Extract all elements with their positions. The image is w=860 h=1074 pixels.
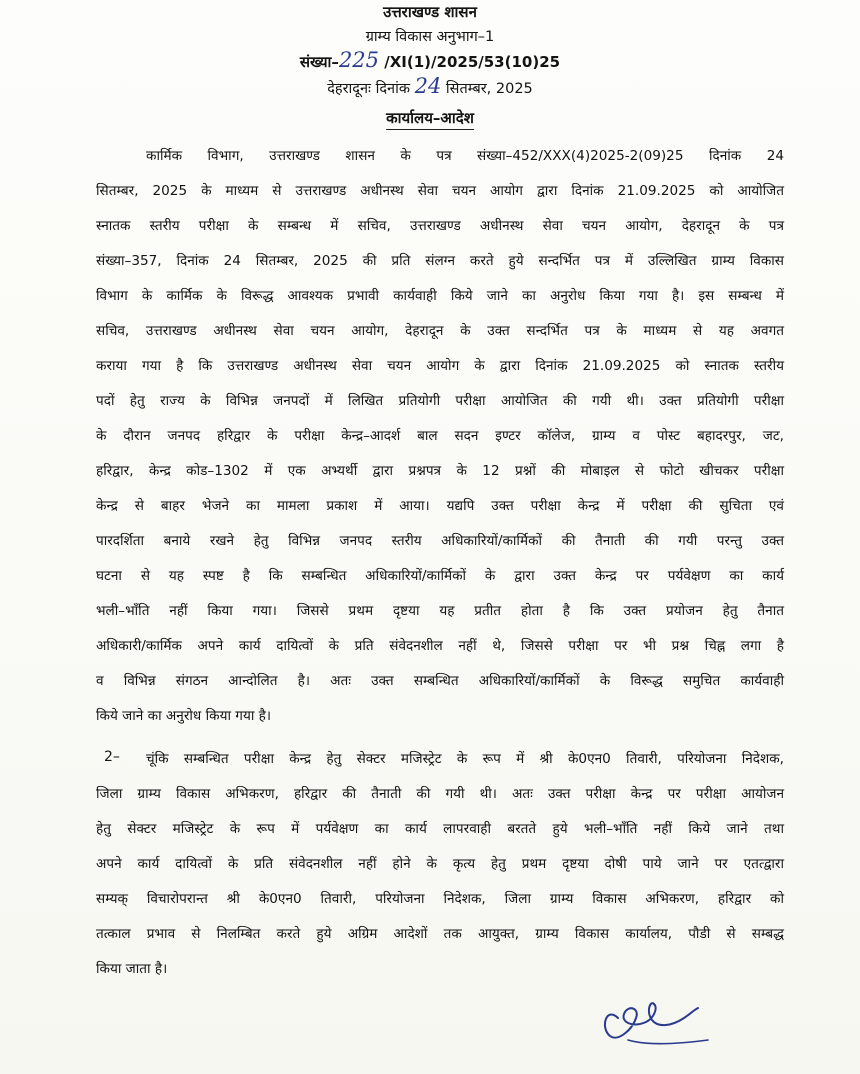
header-org: उत्तराखण्ड शासन <box>383 3 477 21</box>
para1-line: के दौरान जनपद हरिद्वार के परीक्षा केन्द्र–आदर्श बाल सदन इण्टर कॉलेज, ग्राम्य व पोस्ट बहादरपुर, जट, <box>96 428 784 444</box>
para1-line: केन्द्र से बाहर भेजने का मामला प्रकाश में आया। यद्यपि उक्त परीक्षा केन्द्र में परीक्षा की सुचिता एवं <box>96 498 784 514</box>
para2-line: किया जाता है। <box>96 961 168 977</box>
reference-number-handwritten: 225 <box>338 48 380 72</box>
header-date <box>0 74 860 98</box>
reference-suffix: /XI(1)/2025/53(10)25 <box>384 53 561 71</box>
para1-line: हरिद्वार, केन्द्र कोड–1302 में एक अभ्यर्थी द्वारा प्रश्नपत्र के 12 प्रश्नों की मोबाइल से फोटो खीचकर परीक्षा <box>96 463 784 479</box>
para2-line: जिला ग्राम्य विकास अभिकरण, हरिद्वार की तैनाती की गयी थी। अतः उक्त परीक्षा केन्द्र पर परीक्षा आयोजन <box>96 786 784 802</box>
para1-line: पारदर्शिता बनाये रखने हेतु विभिन्न जनपद स्तरीय अधिकारियों/कार्मिकों की तैनाती की गयी परन्तु उक्त <box>96 533 784 549</box>
date-suffix: सितम्बर, 2025 <box>445 81 533 97</box>
para2-line: तत्काल प्रभाव से निलम्बित करते हुये अग्रिम आदेशों तक आयुक्त, ग्राम्य विकास कार्यालय, पौडी से सम्बद्ध <box>96 926 784 942</box>
signature-underline <box>628 1040 708 1044</box>
para1-line: कराया गया है कि उत्तराखण्ड अधीनस्थ सेवा चयन आयोग के द्वारा दिनांक 21.09.2025 को स्नातक स्तरीय <box>96 358 784 374</box>
header-reference <box>0 48 860 72</box>
header-section: ग्राम्य विकास अनुभाग–1 <box>365 29 495 45</box>
para2-line: अपने कार्य दायित्वों के प्रति संवेदनशील नहीं होने के कृत्य हेतु प्रथम दृष्टया दोषी पाये जाने पर एतत्द्वारा <box>96 856 784 872</box>
para1-line: पदों हेतु राज्य के विभिन्न जनपदों में लिखित प्रतियोगी परीक्षा आयोजित की गयी थी। उक्त प्रतियोगी परीक्षा <box>96 393 784 409</box>
para1-line: भली–भाँति नहीं किया गया। जिससे प्रथम दृष्टया यह प्रतीत होता है कि उक्त प्रयोजन हेतु तैनात <box>96 603 784 619</box>
para1-line: सितम्बर, 2025 के माध्यम से उत्तराखण्ड अधीनस्थ सेवा चयन आयोग द्वारा दिनांक 21.09.2025 को आयोजित <box>96 183 784 199</box>
para2-line: चूंकि सम्बन्धित परीक्षा केन्द्र हेतु सेक्टर मजिस्ट्रेट के रूप में श्री के0एन0 तिवारी, परियोजना निदेशक, <box>146 751 784 767</box>
para1-line: घटना से यह स्पष्ट है कि सम्बन्धित अधिकारियों/कार्मिकों के द्वारा उक्त केन्द्र पर पर्यवेक्षण का कार्य <box>96 568 784 584</box>
para1-line: अधिकारी/कार्मिक अपने कार्य दायित्वों के प्रति संवेदनशील नहीं थे, जिससे परीक्षा पर भी प्रश्न चिह्न लगा है <box>96 638 784 654</box>
para1-line: संख्या–357, दिनांक 24 सितम्बर, 2025 की प्रति संलग्न करते हुये सन्दर्भित पत्र में उल्लिखित ग्राम्य विकास <box>96 253 784 269</box>
para2-line: सम्यक् विचारोपरान्त श्री के0एन0 तिवारी, परियोजना निदेशक, जिला ग्राम्य विकास अभिकरण, हरिद्वार को <box>96 891 784 907</box>
para1-line: कार्मिक विभाग, उत्तराखण्ड शासन के पत्र संख्या–452/XXX(4)2025-2(09)25 दिनांक 24 <box>146 148 784 164</box>
document-title: कार्यालय–आदेश <box>386 108 474 130</box>
para1-line: व विभिन्न संगठन आन्दोलित है। अतः उक्त सम्बन्धित अधिकारियों/कार्मिकों के विरूद्ध समुचित कार्यवाही <box>96 673 784 689</box>
para2-line: हेतु सेक्टर मजिस्ट्रेट के रूप में पर्यवेक्षण का कार्य लापरवाही बरतते हुये भली–भाँति नहीं किये जाने तथा <box>96 821 784 837</box>
para1-line: किये जाने का अनुरोध किया गया है। <box>96 708 272 724</box>
signature-stroke <box>605 1003 698 1037</box>
date-day-handwritten: 24 <box>414 74 442 98</box>
para1-line: स्नातक स्तरीय परीक्षा के सम्बन्ध में सचिव, उत्तराखण्ड अधीनस्थ सेवा चयन आयोग, देहरादून के पत्र <box>96 218 784 234</box>
reference-prefix: संख्या– <box>299 53 339 71</box>
date-prefix: देहरादूनः दिनांक <box>327 81 410 97</box>
para2-number: 2– <box>104 749 120 765</box>
para1-line: सचिव, उत्तराखण्ड अधीनस्थ सेवा चयन आयोग, देहरादून के उक्त सन्दर्भित पत्र के माध्यम से यह अवगत <box>96 323 784 339</box>
para1-line: विभाग के कार्मिक के विरूद्ध आवश्यक प्रभावी कार्यवाही किये जाने का अनुरोध किया गया है। इस सम्बन्ध में <box>96 288 784 304</box>
signature <box>588 978 718 1058</box>
